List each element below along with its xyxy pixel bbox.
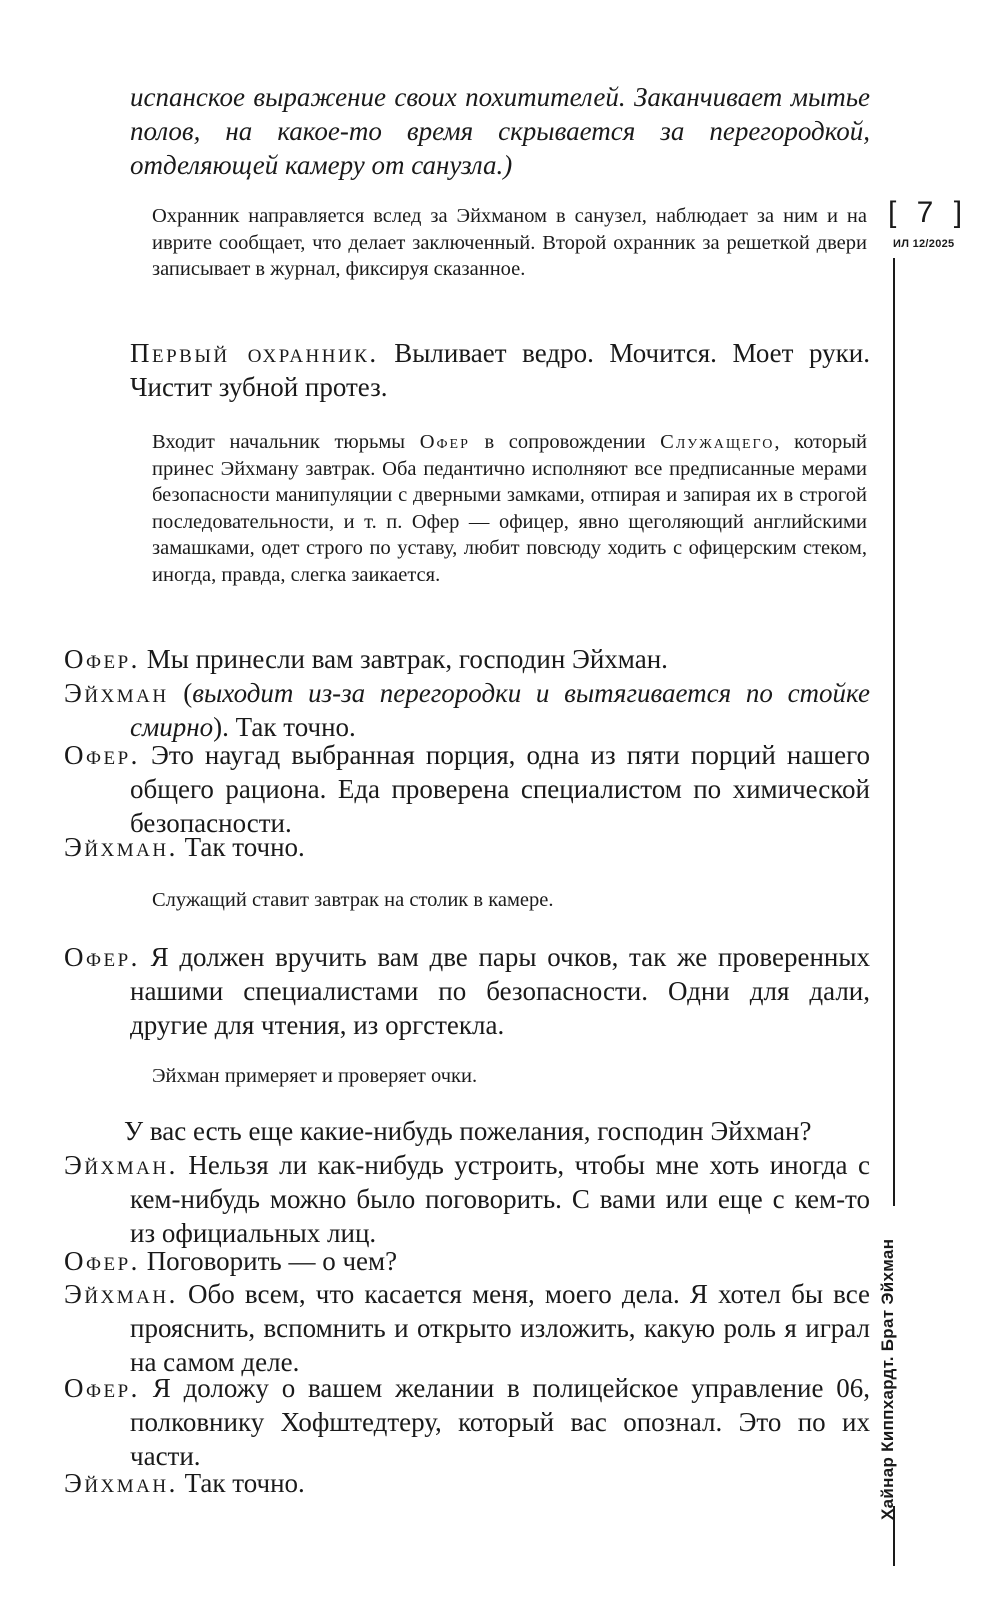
dialogue-line xyxy=(64,676,870,744)
speech-text: ( xyxy=(168,678,193,708)
running-title: Хайнар Киппхардт. Брат Эйхман xyxy=(878,1238,897,1520)
speech-text: Мы принесли вам завтрак, господин Эйхман. xyxy=(139,644,668,674)
speech-text: Поговорить — о чем? xyxy=(139,1246,398,1276)
stage-aside: выходит из-за перегородки и вытягивается по стойке смирно xyxy=(130,678,870,742)
dialogue-line xyxy=(64,1371,870,1473)
stage-direction: Охранник направляется вслед за Эйхманом в санузел, наблюдает за ним и на иврите сообщает, что делает заключенный. Второй охранник за решеткой двери записывает в журнал, фиксируя сказанное. xyxy=(152,205,867,280)
speaker-name: Офер. xyxy=(64,1373,140,1403)
speaker-name: Эйхман. xyxy=(64,832,178,862)
stage-direction xyxy=(152,429,867,588)
stage-text: Входит начальник тюрьмы xyxy=(152,431,420,453)
dialogue-line xyxy=(64,1244,870,1278)
margin-rule xyxy=(893,258,895,1206)
speech-text: Нельзя ли как-нибудь устроить, чтобы мне хоть иногда с кем-нибудь можно было поговорить. С вами или еще с кем-то из официальных лиц. xyxy=(130,1150,870,1248)
speech-text: Так точно. xyxy=(177,1468,305,1498)
character-name: Служащего xyxy=(660,431,775,453)
speech-text: У вас есть еще какие-нибудь пожелания, господин Эйхман? xyxy=(124,1116,812,1146)
page-number: [ 7 ] xyxy=(888,196,969,229)
stage-direction: Эйхман примеряет и проверяет очки. xyxy=(152,1065,478,1087)
speaker-name: Офер. xyxy=(64,942,140,972)
character-name: Офер xyxy=(419,431,470,453)
stage-text: , который принес Эйхману завтрак. Оба педантично исполняют все предписанные мерами безопасности манипуляции с дверными замками, отпирая и запирая их в строгой последовательности, и т. п. Офер — офицер, явно щеголяющий английскими замашками, одет строго по уставу, любит повсюду ходить с офицерским стеком, иногда, правда, слегка заикается. xyxy=(152,431,867,586)
speech-text: ). Так точно. xyxy=(213,712,356,742)
speaker-name: Эйхман. xyxy=(64,1468,178,1498)
speech-text: Обо всем, что касается меня, моего дела. Я хотел бы все прояснить, вспомнить и открыто изложить, какую роль я играл на самом деле. xyxy=(130,1279,870,1377)
speaker-name: Первый охранник. xyxy=(130,338,379,368)
speaker-name: Эйхман xyxy=(64,678,169,708)
speaker-name: Офер. xyxy=(64,1246,140,1276)
dialogue-line xyxy=(64,830,870,864)
dialogue-line xyxy=(64,1277,870,1379)
speech-text: Это наугад выбранная порция, одна из пяти порций нашего общего рациона. Еда проверена специалистом по химической безопасности. xyxy=(130,740,870,838)
dialogue-line xyxy=(64,642,870,676)
dialogue-line xyxy=(130,336,870,404)
stage-text: в сопровождении xyxy=(469,431,661,453)
stage-direction: Служащий ставит завтрак на столик в камере. xyxy=(152,889,554,911)
speaker-name: Офер. xyxy=(64,740,140,770)
dialogue-line xyxy=(64,940,870,1042)
speaker-name: Офер. xyxy=(64,644,140,674)
speaker-name: Эйхман. xyxy=(64,1279,178,1309)
dialogue-line xyxy=(64,738,870,840)
intro-stage-direction: испанское выражение своих похитителей. Заканчивает мытье полов, на какое-то время скрывается за перегородкой, отделяющей камеру от санузла.) xyxy=(130,82,870,180)
dialogue-line xyxy=(64,1466,870,1500)
issue-label: ИЛ 12/2025 xyxy=(893,238,955,250)
speech-text: Я доложу о вашем желании в полицейское управление 06, полковнику Хофштедтеру, который вас опознал. Это по их части. xyxy=(130,1373,870,1471)
speaker-name: Эйхман. xyxy=(64,1150,178,1180)
speech-text: Так точно. xyxy=(177,832,305,862)
speech-text: Выливает ведро. Мочится. Моет руки. Чистит зубной протез. xyxy=(130,338,870,402)
dialogue-line xyxy=(64,1148,870,1250)
speech-text: Я должен вручить вам две пары очков, так же проверенных нашими специалистами по безопасности. Одни для дали, другие для чтения, из оргстекла. xyxy=(130,942,870,1040)
dialogue-line xyxy=(124,1114,870,1148)
